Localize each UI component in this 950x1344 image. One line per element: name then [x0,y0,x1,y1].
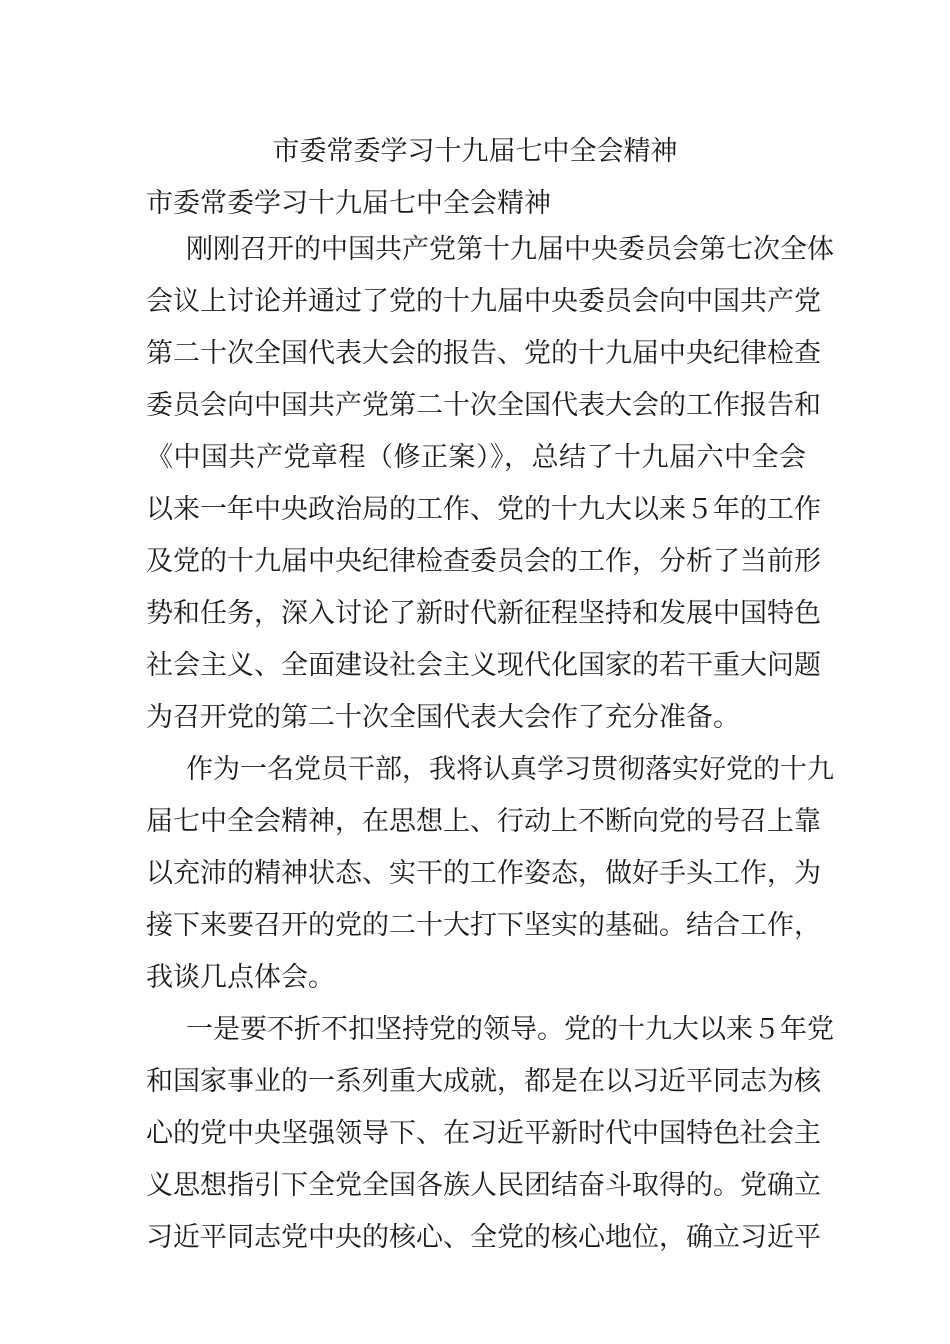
text-line: 我谈几点体会。 [146,962,335,993]
paragraph-2 [146,752,834,1012]
document-body [146,232,834,1272]
text-line: 心的党中央坚强领导下、在习近平新时代中国特色社会主 [146,1118,821,1149]
text-line: 作为一名党员干部，我将认真学习贯彻落实好党的十九 [186,754,834,785]
text-line: 第二十次全国代表大会的报告、党的十九届中央纪律检查 [146,338,821,369]
text-line: 为召开党的第二十次全国代表大会作了充分准备。 [146,702,740,733]
text-line: 义思想指引下全党全国各族人民团结奋斗取得的。党确立 [146,1170,821,1201]
text-line: 会议上讨论并通过了党的十九届中央委员会向中国共产党 [146,286,821,317]
text-line: 一是要不折不扣坚持党的领导。党的十九大以来５年党 [186,1014,834,1045]
text-line: 以充沛的精神状态、实干的工作姿态，做好手头工作，为 [146,858,821,889]
paragraph-3 [146,1012,834,1272]
text-line: 势和任务，深入讨论了新时代新征程坚持和发展中国特色 [146,598,821,629]
text-line: 及党的十九届中央纪律检查委员会的工作，分析了当前形 [146,546,821,577]
text-line: 以来一年中央政治局的工作、党的十九大以来５年的工作 [146,494,821,525]
text-line: 接下来要召开的党的二十大打下坚实的基础。结合工作， [146,910,821,941]
document-title: 市委常委学习十九届七中全会精神 [272,136,678,167]
text-line: 习近平同志党中央的核心、全党的核心地位，确立习近平 [146,1222,821,1253]
text-line: 委员会向中国共产党第二十次全国代表大会的工作报告和 [146,390,821,421]
text-line: 社会主义、全面建设社会主义现代化国家的若干重大问题 [146,650,821,681]
document-subtitle: 市委常委学习十九届七中全会精神 [146,188,551,219]
text-line: 和国家事业的一系列重大成就，都是在以习近平同志为核 [146,1066,821,1097]
text-line: 《中国共产党章程（修正案）》，总结了十九届六中全会 [146,442,806,473]
paragraph-1 [146,232,834,752]
text-line: 届七中全会精神，在思想上、行动上不断向党的号召上靠 [146,806,821,837]
text-line: 刚刚召开的中国共产党第十九届中央委员会第七次全体 [186,234,834,265]
